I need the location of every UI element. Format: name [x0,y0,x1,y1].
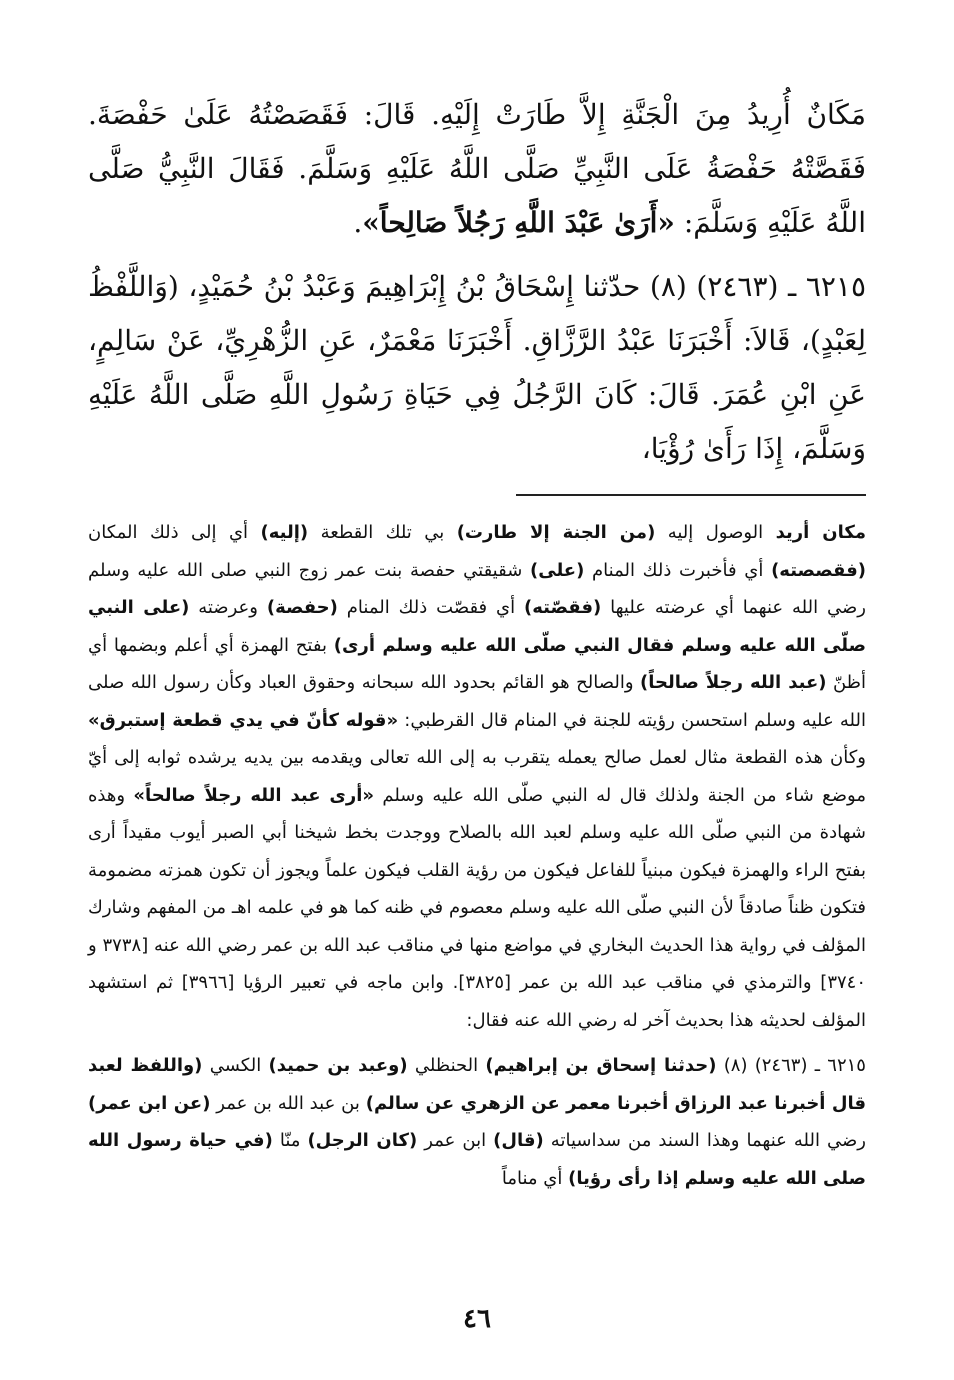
bold-run: (حفصة) [266,597,338,618]
text-run: أي فأخبرت ذلك المنام [584,559,772,581]
bold-run: (على) [530,559,585,581]
text-run: وعرضته [189,597,267,618]
text-run: الوصول إليه [655,522,776,543]
hadith-bold-run: «أَرَىٰ عَبْدَ اللَّهِ رَجُلاً صَالِحاً» [362,206,675,239]
hadith-text-run: مَكَانٌ أُرِيدُ مِنَ الْجَنَّةِ إِلاَّ طَارَتْ إِلَيْهِ. قَالَ: فَقَصَصْتُهُ عَلَىٰ حَفْصَةَ. فَقَصَّتْهُ حَفْصَةُ عَلَى النَّبِيِّ صَلَّى اللَّهُ عَلَيْهِ وَسَلَّمَ. فَقَالَ النَّبِيُّ صَلَّى اللَّهُ عَلَيْهِ وَسَلَّمَ: [88,98,866,239]
page-number: ٤٦ [463,1304,491,1334]
text-run: وهذه شهادة من النبي صلّى الله عليه وسلم لعبد الله بالصلاح ووجدت بخط شيخنا أبي الصبر أيوب مقيداً أرى بفتح الراء والهمزة فيكون مبنياً للفاعل فيكون من رؤية القلب فيكون علماً ويجوز أن تكون همزته مضمومة فتكون ظناً صادقاً لأن النبي صلّى الله عليه وسلم معصوم في ظنه كما هو في علمه اهـ من المفهم وشارك المؤلف في رواية هذا الحديث البخاري في مواضع منها في مناقب عبد الله بن عمر رضي الله عنه [٣٧٣٨ و ٣٧٤٠] والترمذي في مناقب عبد الله بن عمر [٣٨٢٥]. وابن ماجه في تعبير الرؤيا [٣٩٦٦] ثم استشهد المؤلف لحديثه هذا بحديث آخر له رضي الله عنه فقال: [88,784,866,1031]
text-run: بفتح الهمزة أي أعلم وبضمها أي أظنّ [88,634,866,693]
text-run: أي مناماً [501,1167,569,1189]
bold-run: «قوله كأنّ في يدي قطعة إستبرق» [88,709,399,731]
text-run: والصالح هو القائم بحدود الله سبحانه وحقوق العباد وكأن رسول الله صلى الله عليه وسلم استحسن رؤيته للجنة في المنام قال القرطبي: [88,672,866,731]
text-run: بي تلك القطعة [308,522,457,543]
book-page [88,88,866,1197]
bold-run: (فقصصته) [771,559,866,581]
bold-run: (وعبد بن حميد) [268,1055,408,1076]
text-run: وكأن هذه القطعة مثال لعمل صالح يعمله يتقرب به إلى الله تعالى ويقدمه بين يديه يرشده ثوابه إلى أيّ موضع شاء من الجنة ولذلك قال له النبي صلّى الله عليه وسلم [88,747,866,806]
text-run: بن عبد الله بن عمر [210,1092,366,1114]
bold-run: «أرى عبد الله رجلاً صالحاً» [133,784,375,806]
commentary-paragraph [88,1047,866,1197]
hadith-paragraph [88,88,866,250]
bold-run: (في حياة رسول الله صلى الله عليه وسلم إذا رأى رؤيا) [88,1130,866,1189]
bold-run: (فقصّته) [524,597,602,618]
text-run: ابن عمر [417,1130,494,1151]
text-run: الكسي [202,1055,269,1076]
hadith-paragraph: ٦٢١٥ ـ (٢٤٦٣) (٨) حدّثنا إِسْحَاقُ بْنُ إِبْرَاهِيمَ وَعَبْدُ بْنُ حُمَيْدٍ، (وَاللَّفْظُ لِعَبْدٍ)، قَالاَ: أَخْبَرَنَا عَبْدُ الرَّزَّاقِ. أَخْبَرَنَا مَعْمَرٌ، عَنِ الزُّهْرِيِّ، عَنْ سَالِمٍ، عَنِ ابْنِ عُمَرَ. قَالَ: كَانَ الرَّجُلُ فِي حَيَاةِ رَسُولِ اللَّهِ صَلَّى اللَّهُ عَلَيْهِ وَسَلَّمَ، إِذَا رَأَىٰ رُؤْيَا، [88,270,866,465]
bold-run: (عبد الله رجلاً صالحاً) [640,672,827,693]
footnote-divider [516,494,866,496]
bold-run: (كان الرجل) [307,1130,418,1151]
text-run: رضي الله عنهما وهذا السند من سداسياته [543,1130,867,1151]
bold-run: (على النبي صلّى الله عليه وسلم فقال النبي صلّى الله عليه وسلم أرى) [88,597,866,656]
bold-run: (واللفظ لعبد قال أخبرنا عبد الرزاق أخبرنا معمر عن الزهري عن سالم) [88,1055,867,1114]
bold-run: (من الجنة إلا طارت) [456,522,656,543]
text-run: أي إلى ذلك المكان [88,522,261,543]
text-run: منّا [272,1130,308,1151]
text-run: ٦٢١٥ ـ (٢٤٦٣) (٨) [716,1055,866,1076]
bold-run: (عن ابن عمر) [88,1092,211,1114]
commentary-text [88,514,866,1197]
text-run: الحنظلي [407,1055,486,1076]
commentary-paragraph [88,514,866,1039]
hadith-text [88,88,866,476]
bold-run: (قال) [493,1130,544,1151]
text-run: أي فقصّت ذلك المنام [337,597,525,618]
bold-run: (إليه) [260,522,309,543]
bold-run: مكان أريد [775,522,866,543]
text-run: شقيقتي حفصة بنت عمر زوج النبي صلى الله عليه وسلم رضي الله عنهما أي عرضته عليها [88,559,866,618]
hadith-text-run: . [353,206,363,239]
bold-run: (حدثنا إسحاق بن إبراهيم) [485,1055,717,1076]
